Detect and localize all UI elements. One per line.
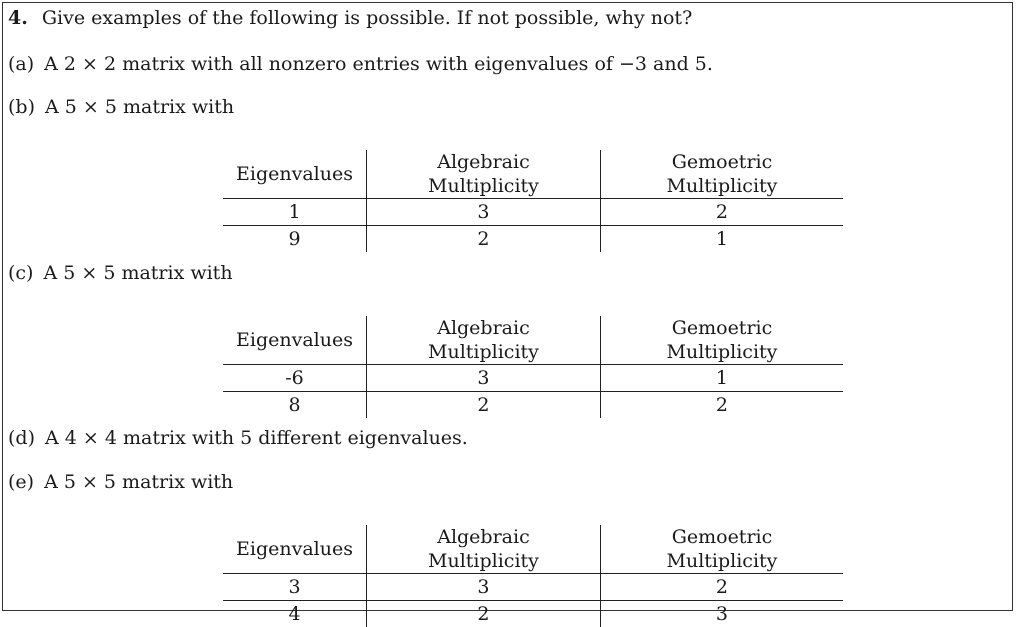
table-cell: 1 <box>600 365 843 392</box>
part-a-label: (a) <box>8 53 34 75</box>
table-c <box>223 316 843 418</box>
table-cell: 3 <box>223 574 366 601</box>
table-row <box>223 574 843 601</box>
table-row <box>223 199 843 226</box>
part-a-text: A 2 × 2 matrix with all nonzero entries with eigenvalues of −3 and 5. <box>44 53 713 75</box>
part-b <box>8 95 234 119</box>
header-eigenvalues: Eigenvalues <box>223 525 366 574</box>
part-e <box>8 470 233 494</box>
header-algebraic-multiplicity: Algebraic Multiplicity <box>366 525 600 574</box>
table-header-row <box>223 150 843 199</box>
table-e <box>223 525 843 627</box>
problem-frame <box>2 2 1013 611</box>
part-d <box>8 426 468 450</box>
table-cell: 3 <box>366 365 600 392</box>
table-row <box>223 392 843 419</box>
part-e-label: (e) <box>8 471 34 493</box>
part-c-label: (c) <box>8 262 33 284</box>
table-cell: 8 <box>223 392 366 419</box>
table-cell: -6 <box>223 365 366 392</box>
part-d-label: (d) <box>8 427 35 449</box>
table-cell: 2 <box>600 392 843 419</box>
table-cell: 2 <box>366 392 600 419</box>
header-eigenvalues: Eigenvalues <box>223 316 366 365</box>
part-b-text: A 5 × 5 matrix with <box>45 96 234 118</box>
table-cell: 2 <box>366 601 600 627</box>
table-b <box>223 150 843 252</box>
table-cell: 1 <box>600 226 843 253</box>
part-e-text: A 5 × 5 matrix with <box>44 471 233 493</box>
header-geometric-multiplicity: Gemoetric Multiplicity <box>600 316 843 365</box>
table-header-row <box>223 525 843 574</box>
table-cell: 1 <box>223 199 366 226</box>
header-geometric-multiplicity: Gemoetric Multiplicity <box>600 150 843 199</box>
part-c-text: A 5 × 5 matrix with <box>43 262 232 284</box>
table-row <box>223 601 843 627</box>
header-algebraic-multiplicity: Algebraic Multiplicity <box>366 150 600 199</box>
header-eigenvalues: Eigenvalues <box>223 150 366 199</box>
table-cell: 3 <box>366 199 600 226</box>
table-cell: 3 <box>366 574 600 601</box>
part-d-text: A 4 × 4 matrix with 5 different eigenvalues. <box>45 427 468 449</box>
table-row <box>223 365 843 392</box>
table-row <box>223 226 843 253</box>
header-algebraic-multiplicity: Algebraic Multiplicity <box>366 316 600 365</box>
table-cell: 2 <box>600 574 843 601</box>
part-b-label: (b) <box>8 96 35 118</box>
part-c <box>8 261 233 285</box>
part-a <box>8 52 713 76</box>
table-cell: 2 <box>366 226 600 253</box>
question-text: Give examples of the following is possible. If not possible, why not? <box>42 7 692 29</box>
table-cell: 4 <box>223 601 366 627</box>
question-number: 4. <box>8 7 28 29</box>
table-cell: 9 <box>223 226 366 253</box>
table-cell: 2 <box>600 199 843 226</box>
table-header-row <box>223 316 843 365</box>
question-heading <box>8 6 692 30</box>
header-geometric-multiplicity: Gemoetric Multiplicity <box>600 525 843 574</box>
table-cell: 3 <box>600 601 843 627</box>
